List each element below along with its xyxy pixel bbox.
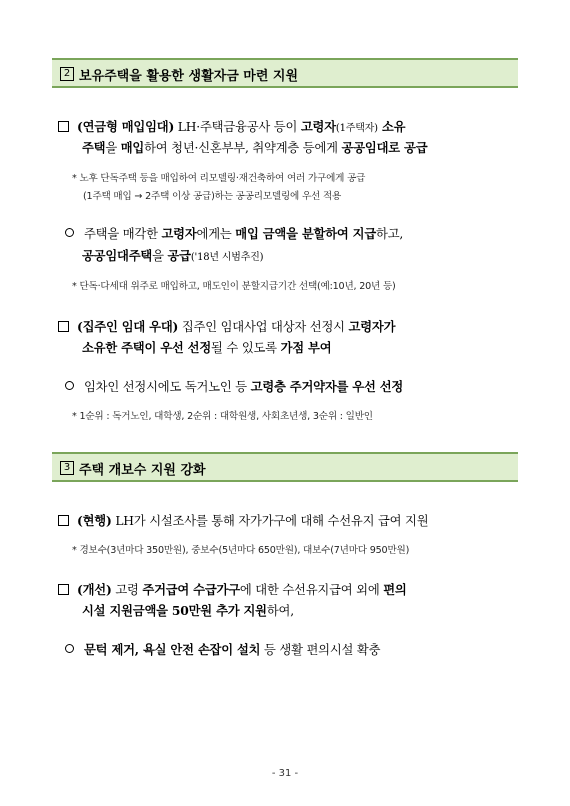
- text-run: 하여 청년·신혼부부, 취약계층 등에게: [144, 141, 342, 155]
- text-run: 하여,: [266, 604, 294, 618]
- text-run: 소유: [377, 119, 406, 134]
- bullet-label: (연금형 매입임대): [77, 119, 175, 134]
- square-bullet-icon: [58, 121, 69, 132]
- text-run: 에 대한 수선유지급여 외에: [239, 583, 384, 597]
- text-run: 가점 부여: [280, 340, 332, 355]
- text-run: 주택: [82, 140, 106, 155]
- bullet-label: (현행): [77, 513, 112, 528]
- text-run: 고령자가: [348, 319, 396, 334]
- bullet-paragraph: [58, 511, 428, 529]
- section-number: 2: [60, 67, 74, 81]
- footnote: * 경보수(3년마다 350만원), 중보수(5년마다 650만원), 대보수(7년마다 950만원): [72, 545, 410, 556]
- section-header: [52, 452, 518, 482]
- square-bullet-icon: [58, 321, 69, 332]
- text-run: 소유한 주택이 우선 선정: [82, 340, 212, 355]
- bullet-paragraph-continued: [82, 338, 331, 356]
- bullet-label: (개선): [77, 582, 112, 597]
- text-run: 편의: [383, 582, 407, 597]
- text-run: 될 수 있도록: [211, 341, 281, 355]
- text-run: LH가 시설조사를 통해 자가가구에 대해 수선유지 급여 지원: [111, 514, 429, 528]
- square-bullet-icon: [58, 515, 69, 526]
- bullet-paragraph: [58, 317, 395, 335]
- text-run: (1주택자): [335, 123, 378, 134]
- sub-bullet-paragraph: [65, 224, 403, 242]
- circle-bullet-icon: [65, 644, 74, 653]
- text-run: 주택을 매각한: [84, 227, 162, 241]
- text-run: 집주인 임대사업 대상자 선정시: [178, 320, 349, 334]
- text-run: 에게는: [196, 227, 236, 241]
- square-bullet-icon: [58, 584, 69, 595]
- text-run: 을: [152, 249, 168, 263]
- section-title: 보유주택을 활용한 생활자금 마련 지원: [79, 69, 299, 84]
- text-run: 고령자: [161, 226, 197, 241]
- text-run: 고령: [111, 583, 143, 597]
- bullet-paragraph: [58, 580, 407, 598]
- text-run: 공공임대주택: [82, 248, 153, 263]
- section-header: [52, 58, 518, 88]
- text-run: 공급: [167, 248, 191, 263]
- bullet-label: (집주인 임대 우대): [77, 319, 179, 334]
- text-run: 고령자: [300, 119, 336, 134]
- circle-bullet-icon: [65, 228, 74, 237]
- text-run: 문턱 제거, 욕실 안전 손잡이 설치: [84, 642, 261, 657]
- footnote-continued: (1주택 매입 → 2주택 이상 공급)하는 공공리모델링에 우선 적용: [83, 191, 342, 202]
- text-run: 하고,: [376, 227, 404, 241]
- text-run: 시설 지원금액을 50만원 추가 지원: [82, 603, 267, 618]
- bullet-paragraph: [58, 117, 405, 135]
- footnote: * 단독·다세대 위주로 매입하고, 매도인이 분할지급기간 선택(예:10년, 20년 등): [72, 281, 396, 292]
- sub-bullet-paragraph: [65, 640, 380, 658]
- text-run: 고령층 주거약자를 우선 선정: [250, 379, 404, 394]
- text-run: ('18년 시범추진): [190, 252, 264, 263]
- text-run: 등 생활 편의시설 확충: [260, 643, 381, 657]
- text-run: 매입: [120, 140, 145, 155]
- bullet-paragraph-continued: [82, 601, 294, 619]
- text-run: LH·주택금융공사 등이: [174, 120, 301, 134]
- footnote: * 노후 단독주택 등을 매입하여 리모델링·재건축하여 여러 가구에게 공급: [72, 173, 366, 184]
- text-run: 매입 금액을 분할하여 지급: [235, 226, 377, 241]
- sub-bullet-paragraph-continued: [82, 246, 263, 264]
- text-run: 을: [105, 141, 121, 155]
- section-number: 3: [60, 461, 74, 475]
- text-run: 임차인 선정시에도 독거노인 등: [84, 380, 251, 394]
- footnote: * 1순위 : 독거노인, 대학생, 2순위 : 대학원생, 사회초년생, 3순위 : 일반인: [72, 411, 373, 422]
- text-run: 주거급여 수급가구: [142, 582, 240, 597]
- sub-bullet-paragraph: [65, 377, 403, 395]
- text-run: 공공임대로 공급: [341, 140, 428, 155]
- bullet-paragraph-continued: [82, 138, 427, 156]
- page-number: - 31 -: [271, 768, 299, 779]
- section-title: 주택 개보수 지원 강화: [79, 463, 206, 478]
- circle-bullet-icon: [65, 381, 74, 390]
